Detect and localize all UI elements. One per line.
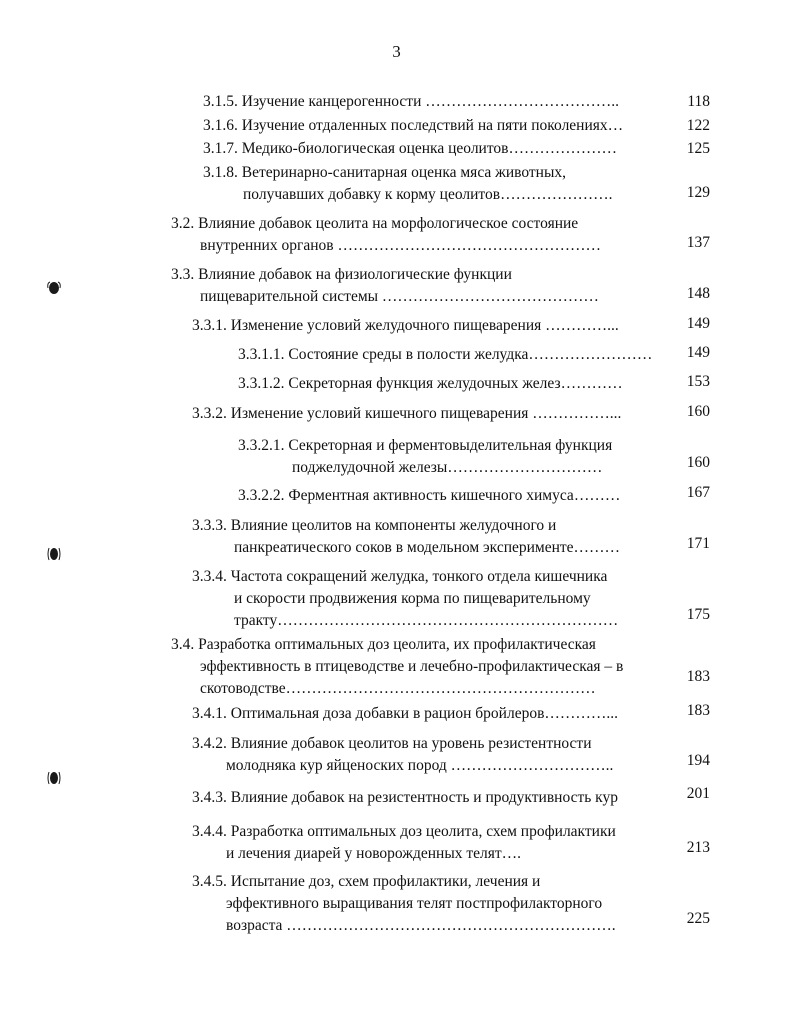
toc-entry-text: 3.3.1.1. Состояние среды в полости желудка…………………… <box>238 346 653 363</box>
toc-page-number: 194 <box>686 752 710 769</box>
toc-page-number: 153 <box>686 373 710 390</box>
toc-entry <box>192 821 616 843</box>
toc-entry-text: 3.1.7. Медико-биологическая оценка цеолитов………………… <box>203 140 617 157</box>
toc-entry-continuation <box>292 457 602 479</box>
toc-entry-text: получавших добавку к корму цеолитов…………………. <box>243 186 613 203</box>
toc-entry <box>192 315 619 337</box>
toc-page-number: 125 <box>686 140 710 157</box>
toc-entry-continuation <box>226 915 616 937</box>
toc-page-number: 129 <box>686 184 710 201</box>
toc-page-number: 118 <box>687 93 710 110</box>
toc-page-number: 213 <box>686 839 710 856</box>
toc-entry-continuation <box>200 286 599 308</box>
toc-page-number: 171 <box>686 535 710 552</box>
toc-entry-text: и лечения диарей у новорожденных телят…. <box>226 845 522 862</box>
toc-entry-text: 3.3.2.2. Ферментная активность кишечного химуса……… <box>238 487 621 504</box>
toc-entry <box>238 485 620 507</box>
toc-entry-text: возраста ………………………………………………………. <box>226 917 616 934</box>
toc-entry-continuation <box>234 610 618 632</box>
toc-entry-text: 3.4.4. Разработка оптимальных доз цеолита, схем профилактики <box>192 823 616 840</box>
toc-entry <box>192 733 592 755</box>
toc-entry <box>192 515 556 537</box>
toc-entry-text: внутренних органов …………………………………………… <box>200 237 601 254</box>
page-number: 3 <box>392 42 401 61</box>
toc-entry <box>192 787 618 809</box>
toc-page-number: 201 <box>686 785 710 802</box>
toc-entry-text: 3.3.3. Влияние цеолитов на компоненты желудочного и <box>192 517 557 534</box>
toc-entry-continuation <box>243 184 612 206</box>
toc-entry-text: 3.4.5. Испытание доз, схем профилактики, лечения и <box>192 873 541 890</box>
toc-entry-text: 3.3. Влияние добавок на физиологические функции <box>171 266 512 283</box>
toc-entry-text: 3.3.2.1. Секреторная и ферментовыделительная функция <box>238 437 613 454</box>
toc-entry-continuation <box>226 755 613 777</box>
toc-entry <box>192 703 618 725</box>
toc-entry-text: панкреатического соков в модельном эксперименте……… <box>234 539 621 556</box>
toc-entry-text: 3.1.8. Ветеринарно-санитарная оценка мяса животных, <box>203 164 567 181</box>
toc-page-number: 183 <box>686 702 710 719</box>
toc-entry-text: пищеварительной системы …………………………………… <box>200 288 599 305</box>
toc-entry-continuation <box>234 537 620 559</box>
toc-page-number: 183 <box>686 668 710 685</box>
toc-page-number: 160 <box>686 454 710 471</box>
toc-entry <box>238 373 623 395</box>
toc-entry <box>171 264 512 286</box>
toc-entry-text: скотоводстве…………………………………………………… <box>200 680 596 697</box>
toc-entry-continuation <box>200 235 601 257</box>
toc-page-number: 175 <box>686 606 710 623</box>
toc-entry <box>192 403 621 425</box>
toc-entry-continuation <box>226 843 521 865</box>
toc-entry-continuation <box>200 656 623 678</box>
toc-page-number: 160 <box>686 403 710 420</box>
toc-entry-text: 3.3.1.2. Секреторная функция желудочных желез………… <box>238 375 623 392</box>
toc-entry-text: поджелудочной железы………………………… <box>292 459 603 476</box>
toc-entry-text: и скорости продвижения корма по пищеварительному <box>234 590 591 607</box>
toc-page-number: 225 <box>686 910 710 927</box>
toc-page-number: 149 <box>686 315 710 332</box>
toc-entry-text: 3.4.3. Влияние добавок на резистентность и продуктивность кур <box>192 789 618 806</box>
toc-entry-text: 3.4.2. Влияние добавок цеолитов на уровень резистентности <box>192 735 592 752</box>
toc-entry-text: 3.3.1. Изменение условий желудочного пищеварения …………... <box>192 317 619 334</box>
toc-entry-text: 3.3.2. Изменение условий кишечного пищеварения ……………... <box>192 405 622 422</box>
toc-entry <box>171 213 578 235</box>
toc-page-number: 137 <box>686 234 710 251</box>
toc-entry-continuation <box>234 588 591 610</box>
toc-entry <box>238 435 612 457</box>
toc-entry <box>203 138 617 160</box>
binder-hole-mark <box>47 770 61 786</box>
toc-entry-text: тракту………………………………………………………… <box>234 612 619 629</box>
toc-page-number: 148 <box>686 285 710 302</box>
toc-page-number: 167 <box>686 484 710 501</box>
toc-entry-continuation <box>200 678 596 700</box>
toc-entry <box>203 162 566 184</box>
binder-hole-mark <box>47 546 61 562</box>
toc-entry-continuation <box>226 893 602 915</box>
toc-entry-text: 3.4. Разработка оптимальных доз цеолита, их профилактическая <box>171 636 596 653</box>
toc-page-number: 149 <box>686 344 710 361</box>
toc-entry-text: эффективность в птицеводстве и лечебно-профилактическая – в <box>200 658 624 675</box>
toc-entry-text: 3.4.1. Оптимальная доза добавки в рацион бройлеров…………... <box>192 705 619 722</box>
toc-entry-text: 3.1.5. Изучение канцерогенности ……………………………….. <box>203 93 619 110</box>
binder-hole-mark <box>47 280 61 296</box>
toc-entry <box>203 91 619 113</box>
toc-entry-text: 3.2. Влияние добавок цеолита на морфологическое состояние <box>171 215 579 232</box>
toc-entry-text: 3.3.4. Частота сокращений желудка, тонкого отдела кишечника <box>192 568 608 585</box>
toc-entry <box>192 871 540 893</box>
toc-entry <box>203 115 623 137</box>
toc-entry-text: эффективного выращивания телят постпрофилакторного <box>226 895 603 912</box>
toc-entry <box>192 566 607 588</box>
toc-entry-text: молодняка кур яйценоских пород ………………………….. <box>226 757 614 774</box>
toc-entry <box>171 634 596 656</box>
toc-page-number: 122 <box>686 117 710 134</box>
toc-entry-text: 3.1.6. Изучение отдаленных последствий на пяти поколениях… <box>203 117 624 134</box>
toc-entry <box>238 344 652 366</box>
